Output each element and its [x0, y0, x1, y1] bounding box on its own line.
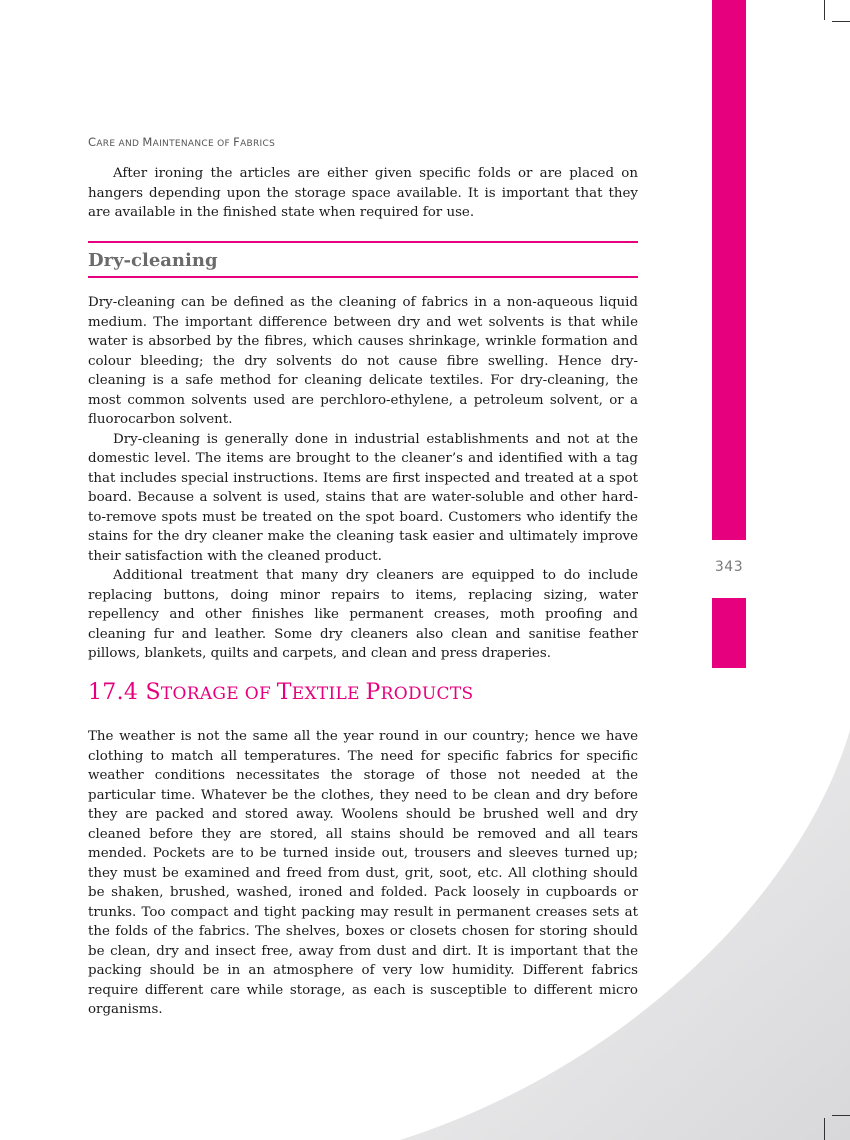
crop-mark	[832, 21, 850, 22]
intro-paragraph: After ironing the articles are either given specific folds or are placed on hangers depending upon the storage space available. It is important that they are available in the finished state when required for use.	[88, 166, 638, 220]
dry-cleaning-text	[88, 293, 638, 664]
crop-mark	[824, 1118, 825, 1140]
crop-mark	[832, 1115, 850, 1116]
margin-accent-bar-lower	[712, 598, 746, 668]
running-head: CARE AND MAINTENANCE OF FABRICS	[88, 135, 276, 149]
dry-cleaning-paragraph: Additional treatment that many dry cleaners are equipped to do include replacing buttons, doing minor repairs to items, replacing sizing, water repellency and other finishes like permanent creases, moth proofing and cleaning fur and leather. Some dry cleaners also clean and sanitise feather pillows, blankets, quilts and carpets, and clean and press draperies.	[88, 568, 638, 661]
section-heading: 17.4 STORAGE OF TEXTILE PRODUCTS	[88, 680, 474, 705]
heading-rule-bottom	[88, 276, 638, 278]
heading-rule-top	[88, 241, 638, 243]
intro-text	[88, 164, 638, 223]
margin-accent-bar	[712, 0, 746, 540]
dry-cleaning-paragraph: Dry-cleaning is generally done in industrial establishments and not at the domestic level. The items are brought to the cleaner’s and identified with a tag that includes special instructions. Items are first inspected and treated at a spot board. Because a solvent is used, stains that are water-soluble and other hard-to-remove spots must be treated on the spot board. Customers who identify the stains for the dry cleaner make the cleaning task easier and ultimately improve their satisfaction with the cleaned product.	[88, 431, 638, 564]
crop-mark	[824, 0, 825, 20]
page-number: 343	[714, 559, 744, 575]
storage-paragraph: The weather is not the same all the year round in our country; hence we have clothing to match all temperatures. The need for specific fabrics for specific weather conditions necessitates the storage of those not needed at the particular time. Whatever be the clothes, they need to be clean and dry before they are packed and stored away. Woolens should be brushed well and dry cleaned before they are stored, all stains should be removed and all tears mended. Pockets are to be turned inside out, trousers and sleeves turned up; they must be examined and freed from dust, grit, soot, etc. All clothing should be shaken, brushed, washed, ironed and folded. Pack loosely in cupboards or trunks. Too compact and tight packing may result in permanent creases sets at the folds of the fabrics. The shelves, boxes or closets chosen for storing should be clean, dry and insect free, away from dust and dirt. It is important that the packing should be in an atmosphere of very low humidity. Different fabrics require different care while storage, as each is susceptible to different micro organisms.	[88, 729, 638, 1017]
dry-cleaning-paragraph: Dry-cleaning can be defined as the cleaning of fabrics in a non-aqueous liquid medium. The important difference between dry and wet solvents is that while water is absorbed by the fibres, which causes shrinkage, wrinkle formation and colour bleeding; the dry solvents do not cause fibre swelling. Hence dry-cleaning is a safe method for cleaning delicate textiles. For dry-cleaning, the most common solvents used are perchloro-ethylene, a petroleum solvent, or a fluorocarbon solvent.	[88, 295, 638, 427]
dry-cleaning-heading: Dry-cleaning	[88, 250, 218, 271]
storage-text	[88, 727, 638, 1020]
